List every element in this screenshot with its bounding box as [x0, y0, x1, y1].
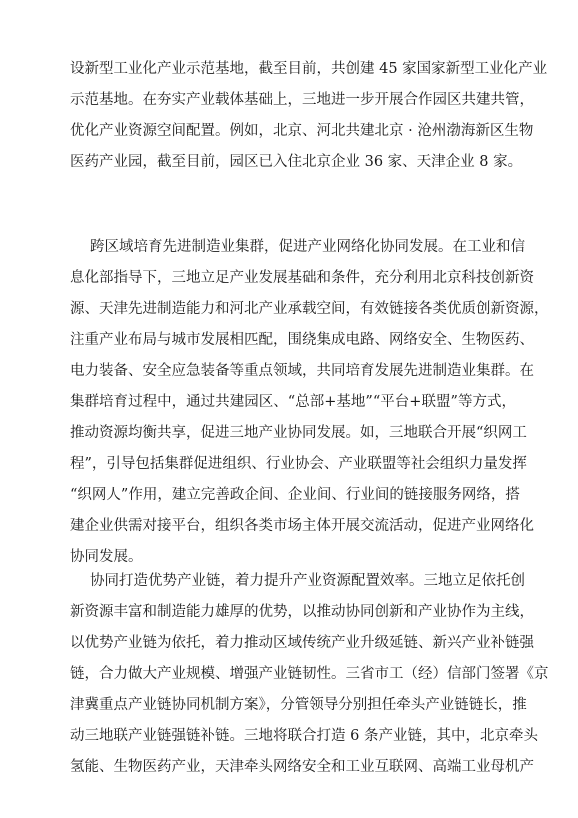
text-line: 源、天津先进制造能力和河北产业承载空间，有效链接各类优质创新资源， — [70, 301, 549, 317]
paragraph-1 — [70, 54, 548, 178]
text-line: 协同打造优势产业链，着力提升产业资源配置效率。三地立足依托创 — [90, 573, 525, 589]
paragraph-3 — [70, 566, 549, 783]
text-line: 津冀重点产业链协同机制方案》，分管领导分别担任牵头产业链链长，推 — [70, 697, 527, 713]
text-line: 链，合力做大产业规模、增强产业链韧性。三省市工（经）信部门签署《京 — [70, 666, 549, 682]
text-line: 以优势产业链为依托，着力推动区域传统产业升级延链、新兴产业补链强 — [70, 635, 534, 651]
text-line: 电力装备、安全应急装备等重点领域，共同培育发展先进制造业集群。在 — [70, 363, 534, 379]
text-line: “织网人”作用，建立完善政企间、企业间、行业间的链接服务网络，搭 — [70, 487, 520, 503]
text-line: 示范基地。在夯实产业载体基础上，三地进一步开展合作园区共建共管， — [70, 92, 534, 108]
text-line: 设新型工业化产业示范基地，截至目前，共创建 45 家国家新型工业化产业 — [70, 61, 548, 77]
text-line: 协同发展。 — [70, 549, 143, 565]
text-line: 息化部指导下，三地立足产业发展基础和条件，充分利用北京科技创新资 — [70, 270, 534, 286]
text-line: 集群培育过程中，通过共建园区、“总部+基地”“平台+联盟”等方式， — [70, 394, 516, 410]
text-line: 动三地联产业链强链补链。三地将联合打造 6 条产业链，其中，北京牵头 — [70, 728, 538, 744]
text-line: 医药产业园，截至目前，园区已入住北京企业 36 家、天津企业 8 家。 — [70, 154, 523, 170]
text-line: 程”，引导包括集群促进组织、行业协会、产业联盟等社会组织力量发挥 — [70, 456, 527, 472]
paragraph-2 — [70, 232, 549, 573]
text-line: 建企业供需对接平台，组织各类市场主体开展交流活动，促进产业网络化 — [70, 518, 534, 534]
text-line: 推动资源均衡共享，促进三地产业协同发展。如，三地联合开展“织网工 — [70, 425, 527, 441]
text-line: 注重产业布局与城市发展相匹配，围绕集成电路、网络安全、生物医药、 — [70, 332, 534, 348]
text-line: 跨区域培育先进制造业集群，促进产业网络化协同发展。在工业和信 — [90, 239, 525, 255]
text-line: 氢能、生物医药产业，天津牵头网络安全和工业互联网、高端工业母机产 — [70, 759, 534, 775]
text-line: 新资源丰富和制造能力雄厚的优势，以推动协同创新和产业协作为主线， — [70, 604, 534, 620]
text-line: 优化产业资源空间配置。例如，北京、河北共建北京 · 沧州渤海新区生物 — [70, 123, 534, 139]
